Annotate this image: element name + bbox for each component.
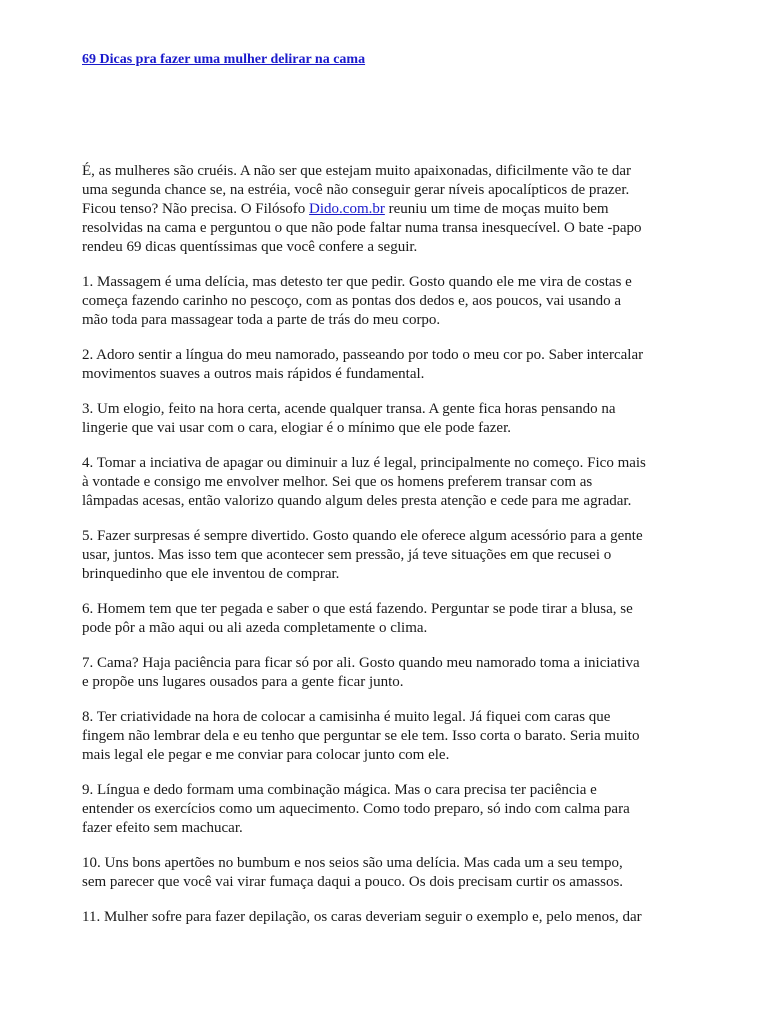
text-line: fazer efeito sem machucar.	[82, 820, 243, 836]
text-segment: reuniu um time de moças muito bem	[384, 201, 609, 217]
document-body	[82, 162, 702, 943]
text-line: 5. Fazer surpresas é sempre divertido. Gosto quando ele oferece algum acessório para a gente	[82, 528, 643, 544]
tip-paragraph-11	[82, 908, 702, 927]
tip-paragraph-6	[82, 600, 702, 638]
text-line: pode pôr a mão aqui ou ali azeda completamente o clima.	[82, 620, 428, 636]
tip-paragraph-4	[82, 454, 702, 511]
text-line: 7. Cama? Haja paciência para ficar só por ali. Gosto quando meu namorado toma a iniciativa	[82, 655, 640, 671]
text-line: movimentos suaves a outros mais rápidos é fundamental.	[82, 366, 425, 382]
tip-paragraph-2	[82, 346, 702, 384]
text-line: mão toda para massagear toda a parte de trás do meu corpo.	[82, 312, 441, 328]
text-line: à vontade e consigo me envolver melhor. Sei que os homens preferem transar com as	[82, 474, 593, 490]
text-line: resolvidas na cama e perguntou o que não pode faltar numa transa inesquecível. O bate -papo	[82, 220, 642, 236]
text-line: uma segunda chance se, na estréia, você não conseguir gerar níveis apocalípticos de prazer.	[82, 182, 630, 198]
tip-paragraph-5	[82, 527, 702, 584]
text-line: lingerie que vai usar com o cara, elogiar é o mínimo que ele pode fazer.	[82, 420, 511, 436]
text-line: e propõe uns lugares ousados para a gente ficar junto.	[82, 674, 404, 690]
tip-paragraph-3	[82, 400, 702, 438]
document-title-link[interactable]: 69 Dicas pra fazer uma mulher delirar na cama	[82, 52, 366, 67]
tip-paragraph-10	[82, 854, 702, 892]
tip-paragraph-1	[82, 273, 702, 330]
text-line: 4. Tomar a inciativa de apagar ou diminuir a luz é legal, principalmente no começo. Fico mais	[82, 455, 646, 471]
text-line: brinquedinho que ele inventou de comprar.	[82, 566, 340, 582]
text-line: É, as mulheres são cruéis. A não ser que estejam muito apaixonadas, dificilmente vão te dar	[82, 163, 631, 179]
text-line: sem parecer que você vai virar fumaça daqui a pouco. Os dois precisam curtir os amassos.	[82, 874, 624, 890]
intro-paragraph	[82, 162, 702, 257]
text-line: começa fazendo carinho no pescoço, com as pontas dos dedos e, aos poucos, vai usando a	[82, 293, 621, 309]
text-segment: Ficou tenso? Não precisa. O Filósofo	[82, 201, 310, 217]
dido-link[interactable]: Dido.com.br	[309, 201, 385, 217]
text-line: lâmpadas acesas, então valorizo quando algum deles presta atenção e cede para me agradar.	[82, 493, 632, 509]
text-line: 8. Ter criatividade na hora de colocar a camisinha é muito legal. Já fiquei com caras que	[82, 709, 611, 725]
tip-paragraph-8	[82, 708, 702, 765]
text-line: 9. Língua e dedo formam uma combinação mágica. Mas o cara precisa ter paciência e	[82, 782, 597, 798]
text-line	[82, 200, 702, 219]
text-line: usar, juntos. Mas isso tem que acontecer sem pressão, já teve situações em que recusei o	[82, 547, 612, 563]
text-line: mais legal ele pegar e me conviar para colocar junto com ele.	[82, 747, 450, 763]
text-line: 2. Adoro sentir a língua do meu namorado, passeando por todo o meu cor po. Saber intercalar	[82, 347, 644, 363]
text-line: rendeu 69 dicas quentíssimas que você confere a seguir.	[82, 239, 418, 255]
text-line: entender os exercícios como um aquecimento. Como todo preparo, só indo com calma para	[82, 801, 630, 817]
text-line: 3. Um elogio, feito na hora certa, acende qualquer transa. A gente fica horas pensando na	[82, 401, 616, 417]
text-line: fingem não lembrar dela e eu tenho que perguntar se ele tem. Isso corta o barato. Seria muito	[82, 728, 640, 744]
tip-paragraph-9	[82, 781, 702, 838]
text-line: 6. Homem tem que ter pegada e saber o que está fazendo. Perguntar se pode tirar a blusa, se	[82, 601, 633, 617]
text-line: 11. Mulher sofre para fazer depilação, os caras deveriam seguir o exemplo e, pelo menos, dar	[82, 909, 642, 925]
text-line: 1. Massagem é uma delícia, mas detesto ter que pedir. Gosto quando ele me vira de costas e	[82, 274, 632, 290]
tip-paragraph-7	[82, 654, 702, 692]
text-line: 10. Uns bons apertões no bumbum e nos seios são uma delícia. Mas cada um a seu tempo,	[82, 855, 623, 871]
